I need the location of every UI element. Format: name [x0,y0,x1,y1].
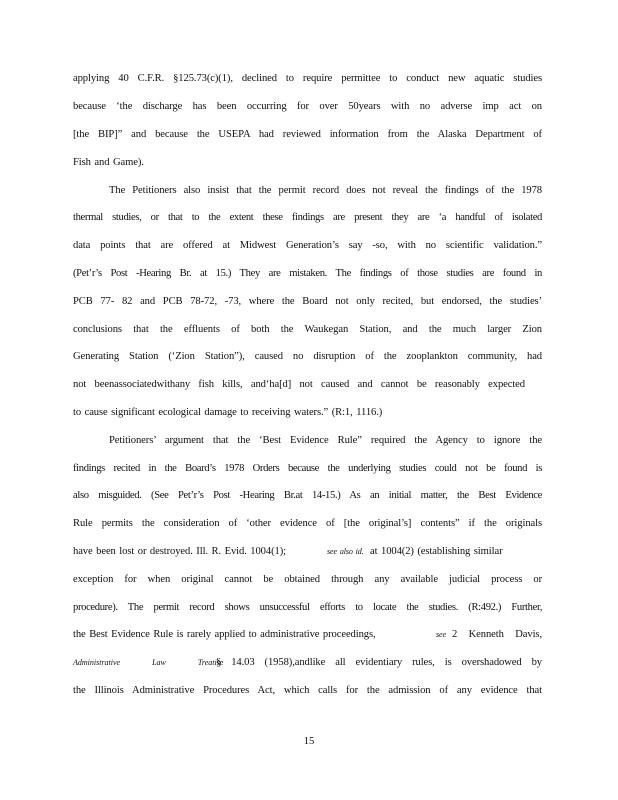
text-line: conclusions that the effluents of both the Waukegan Station, and the much larger Zion [73,324,542,335]
text-line: [the BIP]” and because the USEPA had reviewed information from the Alaska Department of [73,129,542,140]
text-line: (Pet’r’s Post -Hearing Br. at 15.) They are mistaken. The findings of those studies are found in [73,268,542,279]
text-line: thermal studies, or that to the extent these findings are present they are ‘a handful of isolated [73,212,542,223]
text-line: findings recited in the Board’s 1978 Orders because the underlying studies could not be found is [73,463,542,474]
text-line: Generating Station (‘Zion Station”), caused no disruption of the zooplankton community, had [73,351,542,362]
text-line-segment: § 14.03 (1958),andlike all evidentiary rules, is overshadowed by [216,657,542,668]
text-line: also misguided. (See Pet’r’s Post -Hearing Br.at 14-15.) As an initial matter, the Best Evidence [73,490,542,501]
citation-signal-text: see also id. [327,547,364,556]
text-line-segment: the Best Evidence Rule is rarely applied to administrative proceedings, [73,629,376,640]
citation-signal [327,545,364,559]
text-line: because ‘the discharge has been occurring for over 50years with no adverse imp act on [73,101,542,112]
text-line: to cause significant ecological damage to receiving waters.” (R:1, 1116.) [73,407,383,418]
text-line: Fish and Game). [73,157,144,168]
text-line-segment: 2 Kenneth Davis, [452,629,542,640]
text-line: data points that are offered at Midwest Generation’s say -so, with no scientific validation.” [73,240,542,251]
text-line: Rule permits the consideration of ‘other evidence of [the original’s] contents” if the originals [73,518,542,529]
page-number: 15 [303,736,315,747]
text-line-segment: at 1004(2) (establishing similar [370,546,503,557]
book-title-text: Administrative Law Treatise [73,658,224,667]
text-line: not beenassociatedwithany fish kills, and‘ha[d] not caused and cannot be reasonably expected [73,379,525,390]
paragraph-first-line: Petitioners’ argument that the ‘Best Evidence Rule” required the Agency to ignore the [109,435,542,446]
text-line: PCB 77- 82 and PCB 78-72, -73, where the Board not only recited, but endorsed, the studies’ [73,296,542,307]
citation-signal-text: see [436,630,446,639]
paragraph-first-line: The Petitioners also insist that the permit record does not reveal the findings of the 1978 [109,185,542,196]
text-line-segment: have been lost or destroyed. Ill. R. Evid. 1004(1); [73,546,286,557]
text-line: procedure). The permit record shows unsuccessful efforts to locate the studies. (R:492.) Further, [73,602,542,613]
text-line: exception for when original cannot be obtained through any available judicial process or [73,574,542,585]
book-title [73,656,224,670]
citation-signal [436,628,446,642]
text-line: the Illinois Administrative Procedures Act, which calls for the admission of any evidence that [73,685,542,696]
text-line: applying 40 C.F.R. §125.73(c)(1), declined to require permittee to conduct new aquatic studies [73,73,542,84]
